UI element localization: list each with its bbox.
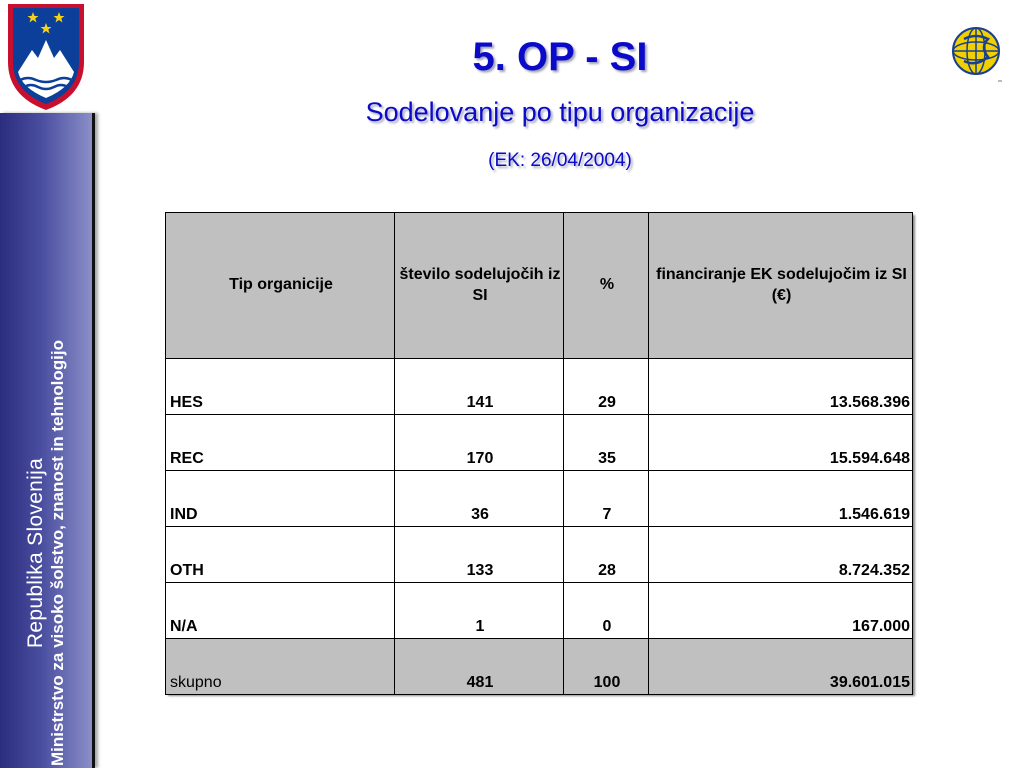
cell-count: 1	[395, 583, 564, 639]
cell-total-funding: 39.601.015	[649, 639, 913, 695]
cell-count: 133	[395, 527, 564, 583]
participation-table	[165, 212, 913, 695]
sidebar-republika: Republika Slovenija	[24, 457, 48, 649]
cell-funding: 1.546.619	[649, 471, 913, 527]
sidebar-text	[24, 340, 68, 766]
cell-org: HES	[166, 359, 395, 415]
page-subtitle: Sodelovanje po tipu organizacije	[365, 97, 755, 127]
cell-funding: 8.724.352	[649, 527, 913, 583]
cell-total-count: 481	[395, 639, 564, 695]
table-row	[166, 527, 913, 583]
cell-percent: 29	[564, 359, 649, 415]
cell-percent: 7	[564, 471, 649, 527]
cell-percent: 35	[564, 415, 649, 471]
page-date: (EK: 26/04/2004)	[488, 150, 632, 171]
header-funding: financiranje EK sodelujočim iz SI (€)	[649, 213, 913, 359]
cell-funding: 15.594.648	[649, 415, 913, 471]
table-total-row	[166, 639, 913, 695]
table-row	[166, 583, 913, 639]
table-row	[166, 415, 913, 471]
cell-funding: 167.000	[649, 583, 913, 639]
header-org-type: Tip organicije	[166, 213, 395, 359]
page-title: 5. OP - SI	[472, 35, 648, 79]
sidebar-band	[0, 113, 95, 768]
cell-org: N/A	[166, 583, 395, 639]
cell-org: IND	[166, 471, 395, 527]
cell-total-label: skupno	[166, 639, 395, 695]
sidebar-ministry: Ministrstvo za visoko šolstvo, znanost in tehnologijo	[48, 340, 68, 766]
cell-count: 170	[395, 415, 564, 471]
cell-org: REC	[166, 415, 395, 471]
cell-percent: 0	[564, 583, 649, 639]
participation-table-wrapper	[165, 212, 912, 693]
cell-total-percent: 100	[564, 639, 649, 695]
cell-percent: 28	[564, 527, 649, 583]
cell-count: 141	[395, 359, 564, 415]
cell-count: 36	[395, 471, 564, 527]
cell-funding: 13.568.396	[649, 359, 913, 415]
table-row	[166, 471, 913, 527]
header-count: število sodelujočih iz SI	[395, 213, 564, 359]
header-percent: %	[564, 213, 649, 359]
table-row	[166, 359, 913, 415]
slovenia-coat-of-arms-icon	[0, 0, 92, 113]
cell-org: OTH	[166, 527, 395, 583]
table-header-row	[166, 213, 913, 359]
